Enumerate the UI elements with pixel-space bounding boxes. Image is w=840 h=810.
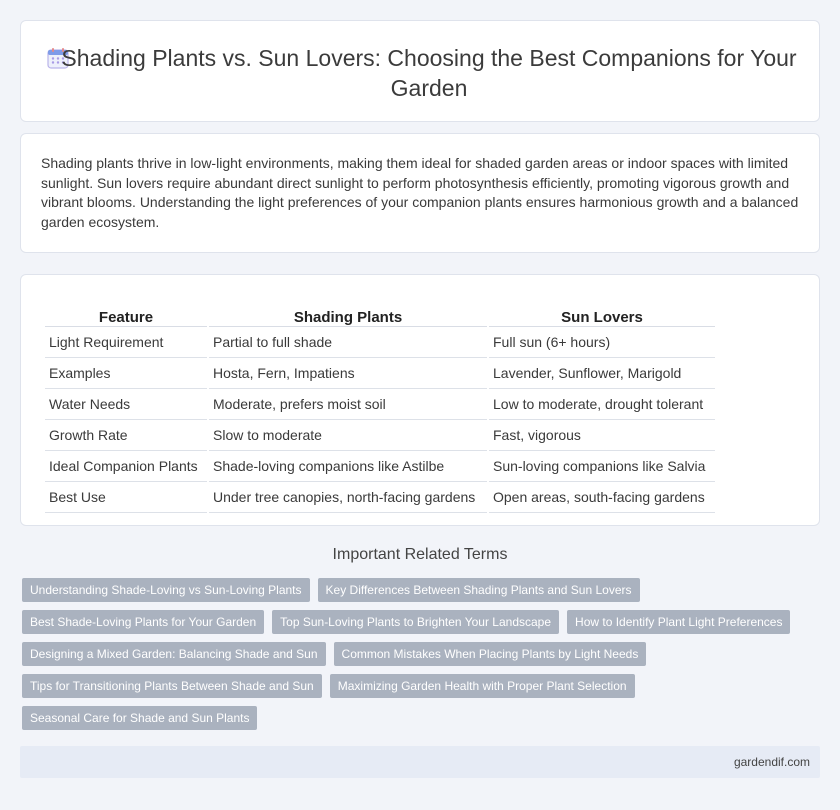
footer [20, 746, 820, 778]
table-cell: Moderate, prefers moist soil [209, 389, 487, 420]
table-cell: Low to moderate, drought tolerant [489, 389, 715, 420]
related-term-tag[interactable]: Best Shade-Loving Plants for Your Garden [22, 610, 264, 634]
related-term-tag[interactable]: Seasonal Care for Shade and Sun Plants [22, 706, 257, 730]
table-row [45, 327, 715, 358]
table-cell: Ideal Companion Plants [45, 451, 207, 482]
header-card [20, 20, 820, 122]
table-row [45, 358, 715, 389]
page-title: Shading Plants vs. Sun Lovers: Choosing the Best Companions for Your Garden [61, 45, 797, 101]
comparison-card [20, 274, 820, 526]
related-term-tag[interactable]: Tips for Transitioning Plants Between Shade and Sun [22, 674, 322, 698]
table-cell: Shade-loving companions like Astilbe [209, 451, 487, 482]
table-cell: Hosta, Fern, Impatiens [209, 358, 487, 389]
table-cell: Examples [45, 358, 207, 389]
table-row [45, 389, 715, 420]
table-cell: Partial to full shade [209, 327, 487, 358]
column-header-shading-plants: Shading Plants [209, 297, 487, 327]
related-term-tag[interactable]: Understanding Shade-Loving vs Sun-Loving Plants [22, 578, 310, 602]
table-cell: Full sun (6+ hours) [489, 327, 715, 358]
related-terms-heading: Important Related Terms [332, 546, 508, 563]
site-name[interactable]: gardendif.com [733, 755, 810, 769]
table-cell: Light Requirement [45, 327, 207, 358]
column-header-feature: Feature [45, 297, 207, 327]
related-term-tag[interactable]: Designing a Mixed Garden: Balancing Shade and Sun [22, 642, 326, 666]
related-term-tag[interactable]: Maximizing Garden Health with Proper Plant Selection [330, 674, 635, 698]
related-terms-list [22, 578, 802, 730]
table-header-row [45, 297, 715, 327]
column-header-sun-lovers: Sun Lovers [489, 297, 715, 327]
comparison-table [43, 297, 717, 513]
table-cell: Water Needs [45, 389, 207, 420]
intro-text: Shading plants thrive in low-light environments, making them ideal for shaded garden areas or indoor spaces with limited sunlight. Sun lovers require abundant direct sunlight to perform photosynthesis efficiently, promoting vigorous growth and vibrant blooms. Understanding the light preferences of your companion plants ensures harmonious growth and a balanced garden ecosystem. [41, 155, 799, 230]
related-term-tag[interactable]: How to Identify Plant Light Preferences [567, 610, 790, 634]
table-row [45, 451, 715, 482]
table-cell: Growth Rate [45, 420, 207, 451]
table-cell: Fast, vigorous [489, 420, 715, 451]
related-term-tag[interactable]: Key Differences Between Shading Plants and Sun Lovers [318, 578, 640, 602]
table-row [45, 482, 715, 513]
table-cell: Lavender, Sunflower, Marigold [489, 358, 715, 389]
table-row [45, 420, 715, 451]
table-cell: Best Use [45, 482, 207, 513]
table-cell: Slow to moderate [209, 420, 487, 451]
related-term-tag[interactable]: Top Sun-Loving Plants to Brighten Your Landscape [272, 610, 559, 634]
table-cell: Sun-loving companions like Salvia [489, 451, 715, 482]
intro-card [20, 133, 820, 253]
related-term-tag[interactable]: Common Mistakes When Placing Plants by Light Needs [334, 642, 647, 666]
table-cell: Under tree canopies, north-facing gardens [209, 482, 487, 513]
table-cell: Open areas, south-facing gardens [489, 482, 715, 513]
